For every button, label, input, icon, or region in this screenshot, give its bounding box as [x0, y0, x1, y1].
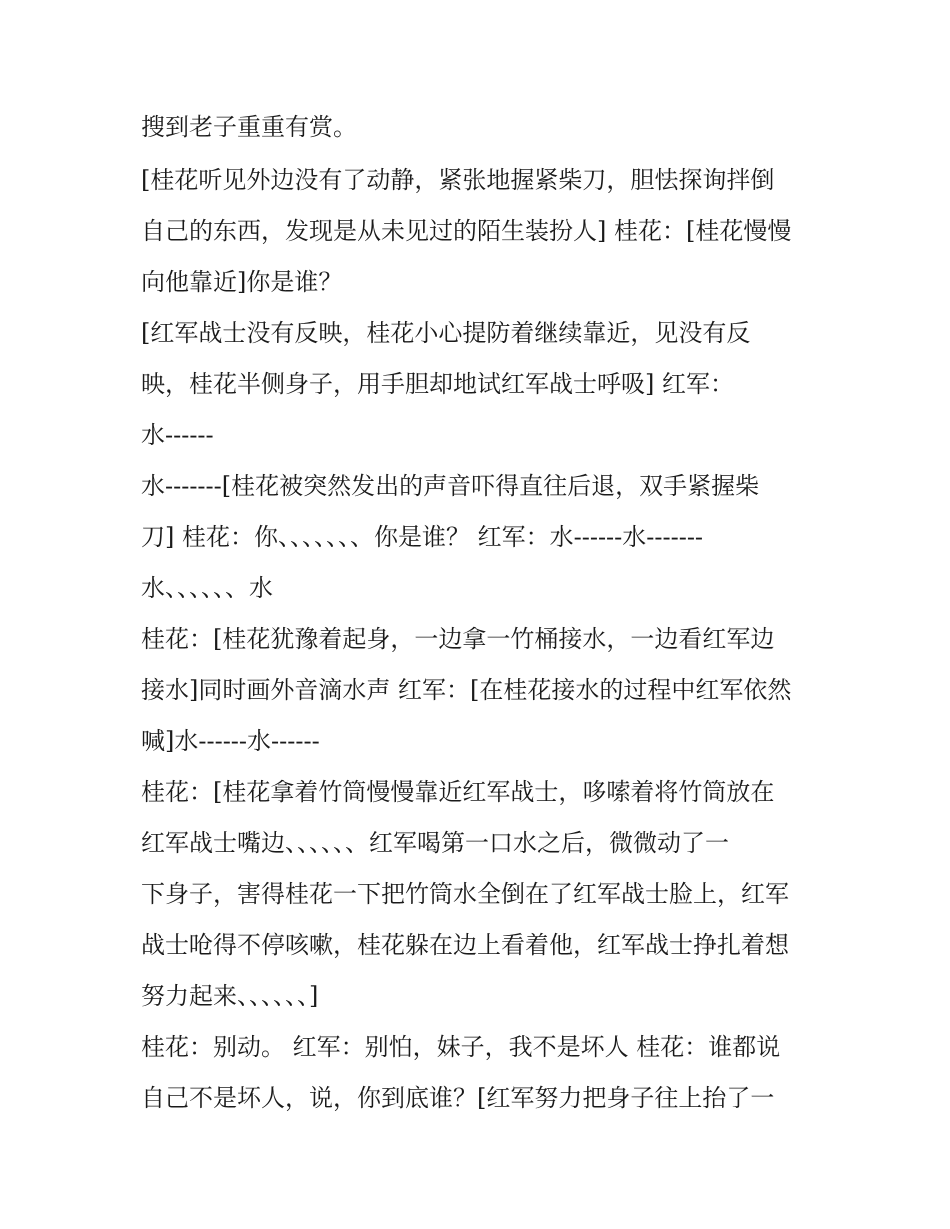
- text-line: 接水]同时画外音滴水声 红军：[在桂花接水的过程中红军依然: [141, 676, 792, 704]
- text-line: 下身子，害得桂花一下把竹筒水全倒在了红军战士脸上，红军: [141, 880, 789, 908]
- text-line: 向他靠近]你是谁？: [141, 268, 343, 296]
- text-line: 自己不是坏人，说，你到底谁？[红军努力把身子往上抬了一: [141, 1084, 775, 1112]
- text-line: 桂花：[桂花犹豫着起身，一边拿一竹桶接水，一边看红军边: [141, 625, 775, 653]
- text-line: 映，桂花半侧身子，用手胆却地试红军战士呼吸] 红军：: [141, 370, 734, 398]
- text-line: 桂花：[桂花拿着竹筒慢慢靠近红军战士，哆嗦着将竹筒放在: [141, 778, 775, 806]
- text-line: 战士呛得不停咳嗽，桂花躲在边上看着他，红军战士挣扎着想: [141, 931, 789, 959]
- text-line: 红军战士嘴边、、、、、、红军喝第一口水之后，微微动了一: [141, 829, 729, 857]
- text-line: [红军战士没有反映，桂花小心提防着继续靠近，见没有反: [141, 319, 751, 347]
- text-line: 桂花：别动。 红军：别怕，妹子，我不是坏人 桂花：谁都说: [141, 1033, 781, 1061]
- text-line: 刀] 桂花：你、、、、、、、你是谁？ 红军：水------水-------: [141, 523, 704, 551]
- text-line: 自己的东西，发现是从未见过的陌生装扮人] 桂花：[桂花慢慢: [141, 217, 792, 245]
- text-line: [桂花听见外边没有了动静，紧张地握紧柴刀，胆怯探询拌倒: [141, 166, 775, 194]
- text-line: 水、、、、、、水: [141, 574, 273, 602]
- text-line: 水------: [141, 421, 214, 449]
- text-line: 努力起来、、、、、、]: [141, 982, 319, 1010]
- text-line: 水-------[桂花被突然发出的声音吓得直往后退，双手紧握柴: [141, 472, 760, 500]
- text-line: 搜到老子重重有赏。: [141, 113, 357, 141]
- text-line: 喊]水------水------: [141, 727, 320, 755]
